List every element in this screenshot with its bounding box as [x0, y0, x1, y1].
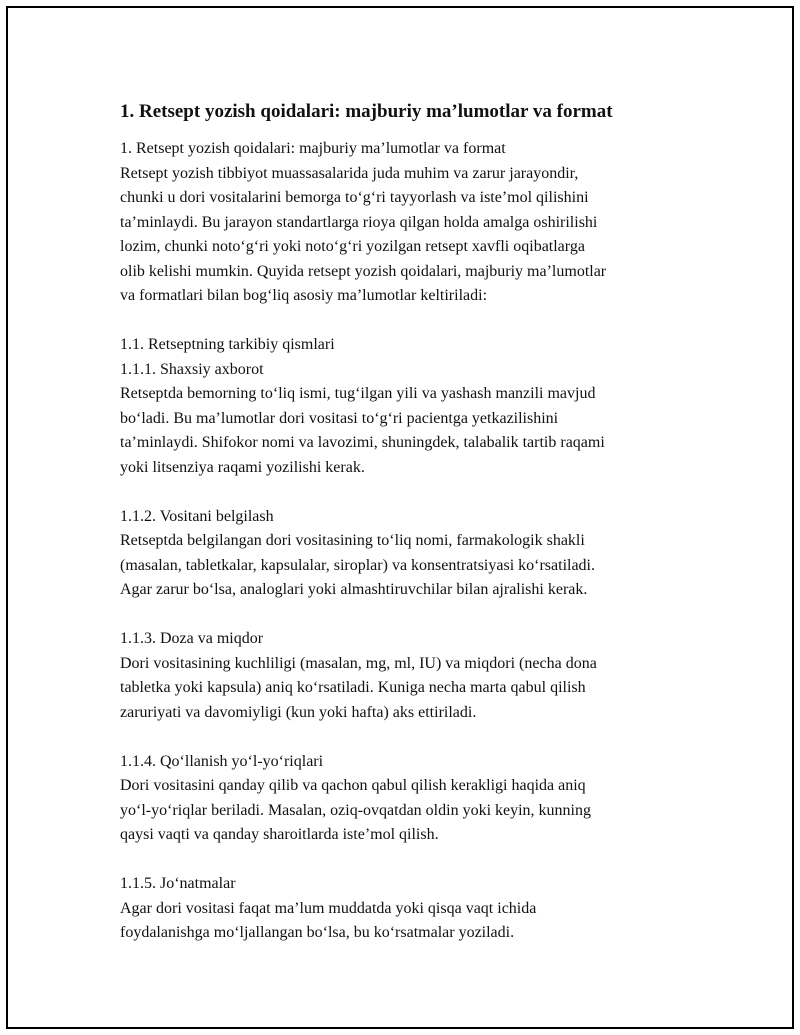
section-1-1-2: [120, 505, 700, 603]
subsection-heading: 1.1.5. Jo‘natmalar: [120, 875, 236, 892]
paragraph-line: ta’minlaydi. Bu jarayon standartlarga rioya qilgan holda amalga oshirilishi: [120, 213, 598, 231]
paragraph-spacer: [120, 480, 700, 505]
section-1-1: [120, 333, 700, 358]
subsection-heading: 1.1.4. Qo‘llanish yo‘l-yo‘riqlari: [120, 752, 324, 770]
intro-heading: 1. Retsept yozish qoidalari: majburiy ma’lumotlar va format: [120, 140, 506, 157]
section-1-1-4: [120, 750, 700, 848]
section-1-1-1: [120, 358, 700, 481]
paragraph-line: olib kelishi mumkin. Quyida retsept yozish qoidalari, majburiy ma’lumotlar: [120, 262, 607, 280]
paragraph-spacer: [120, 848, 700, 873]
paragraph-line: chunki u dori vositalarini bemorga to‘g‘ri tayyorlash va iste’mol qilishini: [120, 189, 589, 206]
paragraph-line: lozim, chunki noto‘g‘ri yoki noto‘g‘ri yozilgan retsept xavfli oqibatlarga: [120, 238, 585, 255]
paragraph-line: Retsept yozish tibbiyot muassasalarida juda muhim va zarur jarayondir,: [120, 164, 579, 182]
paragraph-spacer: [120, 309, 700, 334]
paragraph-line: zaruriyati va davomiyligi (kun yoki hafta) aks ettiriladi.: [120, 703, 477, 721]
paragraph-line: yoki litsenziya raqami yozilishi kerak.: [120, 458, 365, 476]
paragraph-line: ta’minlaydi. Shifokor nomi va lavozimi, shuningdek, talabalik tartib raqami: [120, 434, 605, 451]
paragraph-line: (masalan, tabletkalar, kapsulalar, siroplar) va konsentratsiyasi ko‘rsatiladi.: [120, 556, 595, 574]
paragraph-line: Dori vositasining kuchliligi (masalan, mg, ml, IU) va miqdori (necha dona: [120, 654, 597, 672]
paragraph-line: Retseptda bemorning to‘liq ismi, tug‘ilgan yili va yashash manzili mavjud: [120, 385, 596, 402]
paragraph-spacer: [120, 725, 700, 750]
paragraph-line: qaysi vaqti va qanday sharoitlarda iste’mol qilish.: [120, 826, 439, 843]
paragraph-line: bo‘ladi. Bu ma’lumotlar dori vositasi to‘g‘ri pacientga yetkazilishini: [120, 409, 559, 427]
paragraph-line: Agar dori vositasi faqat ma’lum muddatda yoki qisqa vaqt ichida: [120, 899, 537, 917]
subsection-heading: 1.1.2. Vositani belgilash: [120, 507, 274, 525]
document-body: [120, 100, 700, 946]
paragraph-line: Dori vositasini qanday qilib va qachon qabul qilish kerakligi haqida aniq: [120, 777, 586, 794]
paragraph-line: foydalanishga mo‘ljallangan bo‘lsa, bu ko‘rsatmalar yoziladi.: [120, 924, 515, 941]
paragraph-line: Agar zarur bo‘lsa, analoglari yoki almashtiruvchilar bilan ajralishi kerak.: [120, 581, 588, 598]
paragraph-spacer: [120, 603, 700, 628]
subsection-heading: 1.1.1. Shaxsiy axborot: [120, 360, 264, 378]
section-1-1-5: [120, 872, 700, 946]
paragraph-line: va formatlari bilan bog‘liq asosiy ma’lumotlar keltiriladi:: [120, 287, 488, 304]
subsection-heading: 1.1.3. Doza va miqdor: [120, 630, 264, 647]
paragraph-line: Retseptda belgilangan dori vositasining to‘liq nomi, farmakologik shakli: [120, 532, 585, 549]
paragraph-line: yo‘l-yo‘riqlar beriladi. Masalan, oziq-ovqatdan oldin yoki keyin, kunning: [120, 801, 591, 819]
paragraph-line: tabletka yoki kapsula) aniq ko‘rsatiladi. Kuniga necha marta qabul qilish: [120, 679, 586, 696]
document-page: [6, 6, 794, 1029]
section-1-1-3: [120, 627, 700, 725]
section-heading: 1.1. Retseptning tarkibiy qismlari: [120, 336, 335, 353]
document-title: 1. Retsept yozish qoidalari: majburiy ma’lumotlar va format: [120, 101, 613, 122]
intro-section: [120, 137, 700, 309]
